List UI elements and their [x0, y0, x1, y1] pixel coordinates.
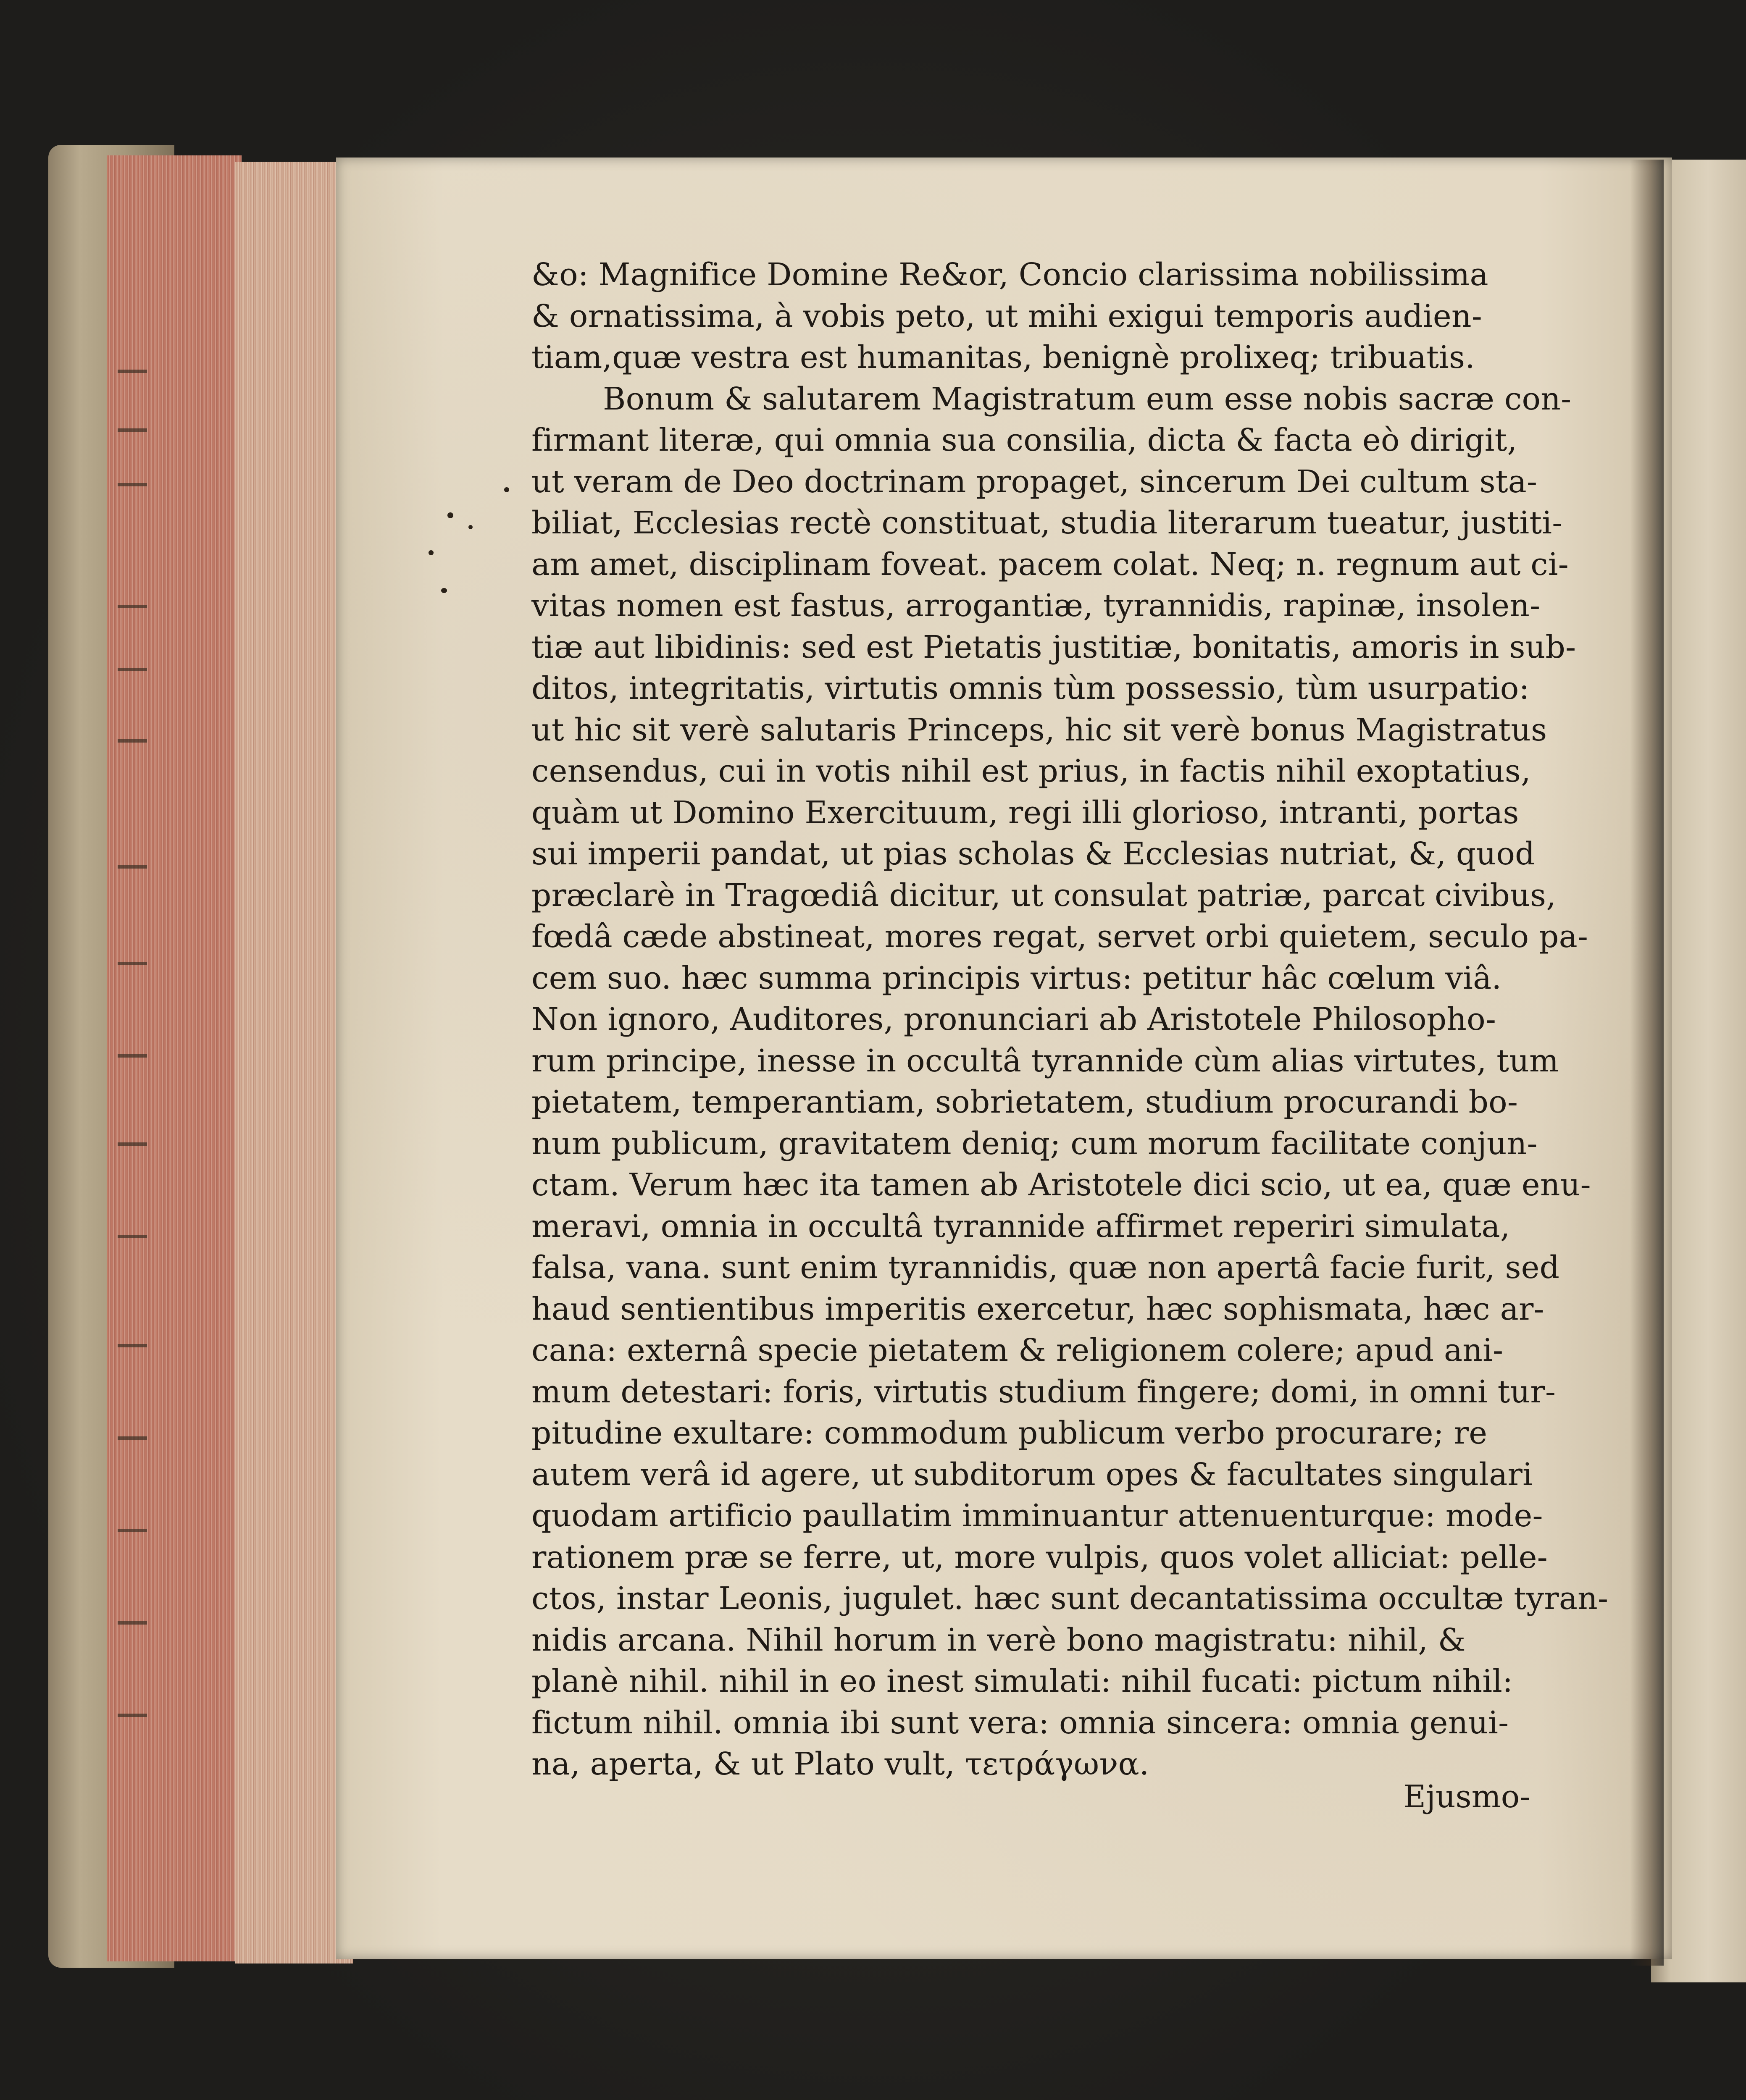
page-edges-inner [235, 162, 353, 1964]
text-line: & ornatissima, à vobis peto, ut mihi exigui temporis audien- [531, 298, 1482, 334]
text-line: quàm ut Domino Exercituum, regi illi glorioso, intranti, portas [531, 794, 1519, 831]
text-line: planè nihil. nihil in eo inest simulati: nihil fucati: pictum nihil: [531, 1663, 1513, 1699]
text-line: num publicum, gravitatem deniq; cum morum facilitate conjun- [531, 1125, 1538, 1162]
text-line: cem suo. hæc summa principis virtus: petitur hâc cœlum viâ. [531, 960, 1502, 996]
text-line: sui imperii pandat, ut pias scholas & Ecclesias nutriat, &, quod [531, 836, 1535, 872]
text-line: cana: externâ specie pietatem & religionem colere; apud ani- [531, 1332, 1504, 1368]
text-line: Bonum & salutarem Magistratum eum esse nobis sacræ con- [603, 381, 1572, 417]
text-line: quodam artificio paullatim imminuantur attenuenturque: mode- [531, 1498, 1543, 1534]
text-line: am amet, disciplinam foveat. pacem colat. Neq; n. regnum aut ci- [531, 546, 1569, 583]
text-line: rum principe, inesse in occultâ tyrannide cùm alias virtutes, tum [531, 1042, 1559, 1079]
text-line: ut veram de Deo doctrinam propaget, sincerum Dei cultum sta- [531, 463, 1538, 500]
text-line: autem verâ id agere, ut subditorum opes & facultates singulari [531, 1456, 1533, 1493]
text-line: fictum nihil. omnia ibi sunt vera: omnia sincera: omnia genui- [531, 1704, 1509, 1741]
text-line: ctam. Verum hæc ita tamen ab Aristotele dici scio, ut ea, quæ enu- [531, 1167, 1591, 1203]
text-line: pitudine exultare: commodum publicum verbo procurare; re [531, 1415, 1488, 1451]
text-line: tiæ aut libidinis: sed est Pietatis justitiæ, bonitatis, amoris in sub- [531, 629, 1576, 665]
ink-spot [429, 550, 434, 555]
text-line: mum detestari: foris, virtutis studium fingere; domi, in omni tur- [531, 1373, 1556, 1410]
text-line: nidis arcana. Nihil horum in verè bono magistratu: nihil, & [531, 1622, 1466, 1658]
text-line: pietatem, temperantiam, sobrietatem, studium procurandi bo- [531, 1084, 1518, 1120]
text-line: rationem præ se ferre, ut, more vulpis, quos volet alliciat: pelle- [531, 1539, 1548, 1575]
ink-spot [441, 588, 447, 593]
text-line: vitas nomen est fastus, arrogantiæ, tyrannidis, rapinæ, insolen- [531, 588, 1541, 624]
text-line: haud sentientibus imperitis exercetur, hæc sophismata, hæc ar- [531, 1291, 1544, 1327]
text-line: censendus, cui in votis nihil est prius, in factis nihil exoptatius, [531, 753, 1531, 789]
catchword: Ejusmo- [1403, 1779, 1530, 1815]
thumb-index-marks [105, 344, 160, 1772]
text-line: fœdâ cæde abstineat, mores regat, servet orbi quietem, seculo pa- [531, 919, 1588, 955]
text-line: meravi, omnia in occultâ tyrannide affirmet reperiri simulata, [531, 1208, 1510, 1244]
body-text [531, 254, 1609, 1785]
text-line: &o: Magnifice Domine Re&or, Concio clarissima nobilissima [531, 257, 1488, 293]
ink-spot [468, 525, 473, 529]
text-line: præclarè in Tragœdiâ dicitur, ut consulat patriæ, parcat civibus, [531, 877, 1556, 914]
text-line: ut hic sit verè salutaris Princeps, hic sit verè bonus Magistratus [531, 711, 1547, 748]
text-line: ditos, integritatis, virtutis omnis tùm possessio, tùm usurpatio: [531, 670, 1530, 706]
text-line: na, aperta, & ut Plato vult, τετράγωνα. [531, 1746, 1149, 1782]
text-line: tiam,quæ vestra est humanitas, benignè prolixeq; tribuatis. [531, 339, 1475, 375]
text-line: falsa, vana. sunt enim tyrannidis, quæ non apertâ facie furit, sed [531, 1250, 1560, 1286]
text-line: biliat, Ecclesias rectè constituat, studia literarum tueatur, justiti- [531, 505, 1563, 541]
text-line: firmant literæ, qui omnia sua consilia, dicta & facta eò dirigit, [531, 422, 1517, 458]
ink-spot [504, 487, 509, 492]
text-line: Non ignoro, Auditores, pronunciari ab Aristotele Philosopho- [531, 1001, 1496, 1037]
ink-spot [447, 512, 453, 518]
page-gutter-shadow [1630, 160, 1664, 1966]
text-line: ctos, instar Leonis, jugulet. hæc sunt decantatissima occultæ tyran- [531, 1580, 1609, 1617]
